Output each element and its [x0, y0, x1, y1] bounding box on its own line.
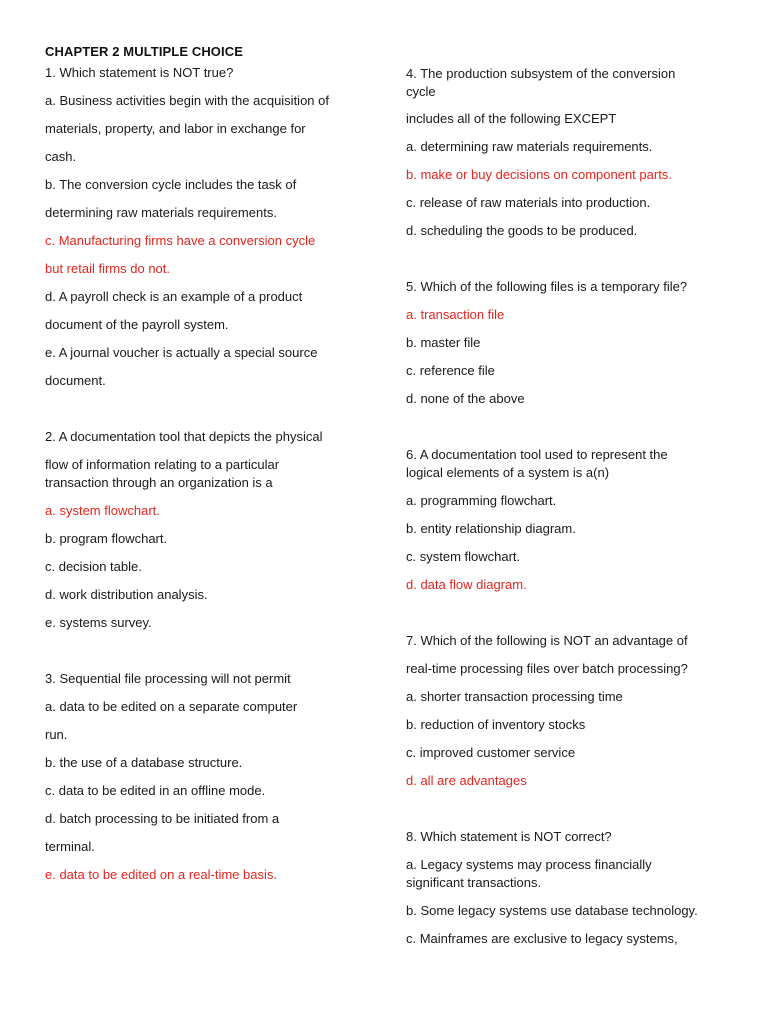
q4-option-b-answer: b. make or buy decisions on component parts. [406, 167, 672, 182]
question-2: 2. A documentation tool that depicts the physical [45, 429, 323, 444]
q1-option-c-answer-cont: but retail firms do not. [45, 261, 170, 276]
q1-option-a-cont: materials, property, and labor in exchange for [45, 121, 306, 136]
q6-option-d-answer: d. data flow diagram. [406, 577, 527, 592]
q8-option-a-cont: significant transactions. [406, 875, 542, 890]
q3-option-a: a. data to be edited on a separate computer [45, 699, 298, 714]
q7-option-d-answer: d. all are advantages [406, 773, 527, 788]
q1-option-d-cont: document of the payroll system. [45, 317, 229, 332]
q8-option-a: a. Legacy systems may process financially [406, 857, 652, 872]
q1-option-a-cont: cash. [45, 149, 77, 164]
q3-option-d-cont: terminal. [45, 839, 95, 854]
question-6: 6. A documentation tool used to represent the [406, 447, 668, 462]
q1-option-b-cont: determining raw materials requirements. [45, 205, 277, 220]
q4-option-d: d. scheduling the goods to be produced. [406, 223, 638, 238]
q7-option-b: b. reduction of inventory stocks [406, 717, 586, 732]
q7-option-a: a. shorter transaction processing time [406, 689, 623, 704]
q6-option-a: a. programming flowchart. [406, 493, 557, 508]
question-4: 4. The production subsystem of the conversion [406, 66, 676, 81]
question-1: 1. Which statement is NOT true? [45, 65, 234, 80]
q2-option-d: d. work distribution analysis. [45, 587, 208, 602]
q8-option-c: c. Mainframes are exclusive to legacy systems, [406, 931, 678, 946]
q1-option-e-cont: document. [45, 373, 106, 388]
q3-option-e-answer: e. data to be edited on a real-time basis. [45, 867, 277, 882]
q5-option-c: c. reference file [406, 363, 495, 378]
q1-option-e: e. A journal voucher is actually a special source [45, 345, 318, 360]
q5-option-a-answer: a. transaction file [406, 307, 505, 322]
question-7-cont: real-time processing files over batch processing? [406, 661, 688, 676]
q2-option-b: b. program flowchart. [45, 531, 168, 546]
q4-option-a: a. determining raw materials requirements. [406, 139, 653, 154]
question-5: 5. Which of the following files is a temporary file? [406, 279, 688, 294]
question-2-cont: transaction through an organization is a [45, 475, 273, 490]
q1-option-d: d. A payroll check is an example of a product [45, 289, 303, 304]
q1-option-a: a. Business activities begin with the acquisition of [45, 93, 329, 108]
q2-option-e: e. systems survey. [45, 615, 152, 630]
question-6-cont: logical elements of a system is a(n) [406, 465, 610, 480]
question-2-cont: flow of information relating to a particular [45, 457, 280, 472]
q6-option-b: b. entity relationship diagram. [406, 521, 576, 536]
q1-option-b: b. The conversion cycle includes the task of [45, 177, 297, 192]
q3-option-b: b. the use of a database structure. [45, 755, 243, 770]
q2-option-a-answer: a. system flowchart. [45, 503, 160, 518]
question-4-cont: includes all of the following EXCEPT [406, 111, 617, 126]
q7-option-c: c. improved customer service [406, 745, 576, 760]
question-8: 8. Which statement is NOT correct? [406, 829, 612, 844]
q6-option-c: c. system flowchart. [406, 549, 521, 564]
q1-option-c-answer: c. Manufacturing firms have a conversion cycle [45, 233, 316, 248]
q8-option-b: b. Some legacy systems use database technology. [406, 903, 698, 918]
page-title: CHAPTER 2 MULTIPLE CHOICE [45, 44, 243, 59]
question-3: 3. Sequential file processing will not permit [45, 671, 291, 686]
question-4-cont: cycle [406, 84, 436, 99]
q3-option-d: d. batch processing to be initiated from a [45, 811, 280, 826]
q2-option-c: c. decision table. [45, 559, 142, 574]
q5-option-d: d. none of the above [406, 391, 525, 406]
q5-option-b: b. master file [406, 335, 481, 350]
q3-option-a-cont: run. [45, 727, 68, 742]
question-7: 7. Which of the following is NOT an advantage of [406, 633, 688, 648]
q3-option-c: c. data to be edited in an offline mode. [45, 783, 266, 798]
q4-option-c: c. release of raw materials into production. [406, 195, 651, 210]
